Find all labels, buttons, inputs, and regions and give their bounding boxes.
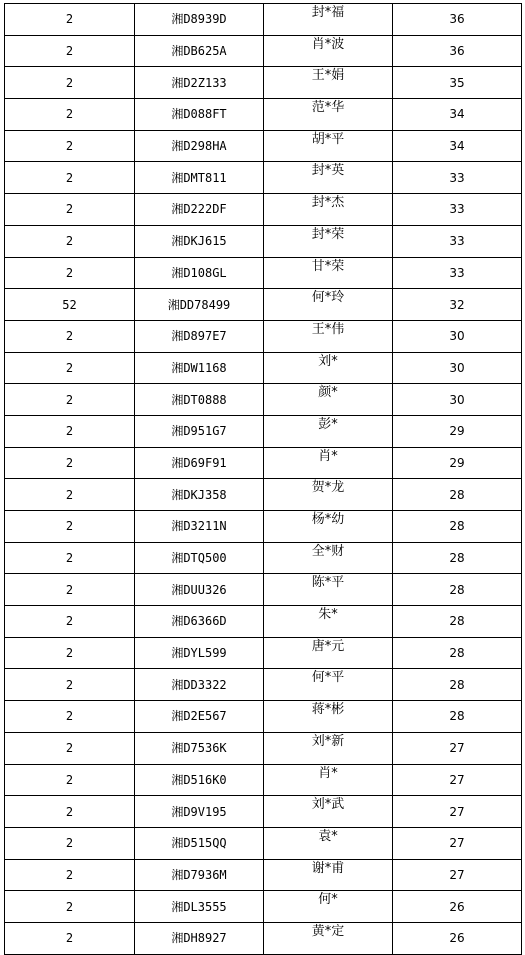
code-cell: 2: [5, 669, 135, 701]
plate-number-cell: 湘D69F91: [135, 447, 264, 479]
score-cell: 34: [393, 99, 522, 131]
code-cell: 2: [5, 479, 135, 511]
table-row: [5, 732, 522, 764]
code-cell: 2: [5, 352, 135, 384]
score-cell: 28: [393, 479, 522, 511]
score-cell: 33: [393, 225, 522, 257]
owner-name-cell: 刘*武: [264, 796, 393, 828]
score-cell: 28: [393, 542, 522, 574]
code-cell: 2: [5, 637, 135, 669]
score-cell: 26: [393, 922, 522, 954]
code-cell: 2: [5, 764, 135, 796]
score-cell: 28: [393, 701, 522, 733]
score-cell: 33: [393, 194, 522, 226]
table-row: [5, 352, 522, 384]
table-row: [5, 859, 522, 891]
code-cell: 2: [5, 732, 135, 764]
table-row: [5, 194, 522, 226]
code-cell: 2: [5, 4, 135, 36]
owner-name-cell: 蒋*彬: [264, 701, 393, 733]
table-row: [5, 99, 522, 131]
owner-name-cell: 黄*定: [264, 922, 393, 954]
owner-name-cell: 何*平: [264, 669, 393, 701]
table-row: [5, 130, 522, 162]
owner-name-cell: 刘*: [264, 352, 393, 384]
code-cell: 2: [5, 542, 135, 574]
plate-number-cell: 湘D8939D: [135, 4, 264, 36]
owner-name-cell: 陈*平: [264, 574, 393, 606]
plate-number-cell: 湘D516K0: [135, 764, 264, 796]
plate-number-cell: 湘D108GL: [135, 257, 264, 289]
code-cell: 2: [5, 796, 135, 828]
table-row: [5, 701, 522, 733]
code-cell: 2: [5, 384, 135, 416]
code-cell: 2: [5, 891, 135, 923]
plate-number-cell: 湘DKJ358: [135, 479, 264, 511]
score-cell: 30: [393, 384, 522, 416]
table-row: [5, 891, 522, 923]
owner-name-cell: 封*杰: [264, 194, 393, 226]
code-cell: 2: [5, 35, 135, 67]
owner-name-cell: 全*财: [264, 542, 393, 574]
score-cell: 36: [393, 35, 522, 67]
plate-number-cell: 湘DT0888: [135, 384, 264, 416]
plate-number-cell: 湘DUU326: [135, 574, 264, 606]
plate-number-cell: 湘DYL599: [135, 637, 264, 669]
owner-name-cell: 谢*甫: [264, 859, 393, 891]
code-cell: 2: [5, 415, 135, 447]
table-row: [5, 67, 522, 99]
owner-name-cell: 颜*: [264, 384, 393, 416]
plate-number-cell: 湘DB625A: [135, 35, 264, 67]
code-cell: 2: [5, 511, 135, 543]
table-row: [5, 384, 522, 416]
table-row: [5, 289, 522, 321]
score-cell: 34: [393, 130, 522, 162]
owner-name-cell: 胡*平: [264, 130, 393, 162]
code-cell: 2: [5, 827, 135, 859]
owner-name-cell: 贺*龙: [264, 479, 393, 511]
plate-number-cell: 湘DH8927: [135, 922, 264, 954]
score-cell: 26: [393, 891, 522, 923]
plate-number-cell: 湘D3211N: [135, 511, 264, 543]
table-row: [5, 827, 522, 859]
score-cell: 28: [393, 511, 522, 543]
code-cell: 2: [5, 320, 135, 352]
score-cell: 27: [393, 827, 522, 859]
score-cell: 35: [393, 67, 522, 99]
score-cell: 27: [393, 732, 522, 764]
code-cell: 2: [5, 701, 135, 733]
code-cell: 2: [5, 130, 135, 162]
table-body: [5, 4, 522, 955]
table-row: [5, 669, 522, 701]
plate-number-cell: 湘DTQ500: [135, 542, 264, 574]
score-cell: 27: [393, 764, 522, 796]
table-row: [5, 320, 522, 352]
table-row: [5, 4, 522, 36]
plate-number-cell: 湘DD78499: [135, 289, 264, 321]
code-cell: 2: [5, 859, 135, 891]
score-cell: 30: [393, 320, 522, 352]
table-row: [5, 257, 522, 289]
owner-name-cell: 范*华: [264, 99, 393, 131]
score-cell: 29: [393, 447, 522, 479]
table-row: [5, 447, 522, 479]
plate-number-cell: 湘D515QQ: [135, 827, 264, 859]
score-cell: 36: [393, 4, 522, 36]
owner-name-cell: 肖*: [264, 447, 393, 479]
score-cell: 32: [393, 289, 522, 321]
plate-number-cell: 湘DW1168: [135, 352, 264, 384]
table-row: [5, 606, 522, 638]
plate-number-cell: 湘D951G7: [135, 415, 264, 447]
code-cell: 2: [5, 225, 135, 257]
code-cell: 52: [5, 289, 135, 321]
score-cell: 27: [393, 796, 522, 828]
table-row: [5, 415, 522, 447]
code-cell: 2: [5, 194, 135, 226]
owner-name-cell: 封*荣: [264, 225, 393, 257]
table-row: [5, 637, 522, 669]
owner-name-cell: 唐*元: [264, 637, 393, 669]
score-cell: 29: [393, 415, 522, 447]
owner-name-cell: 袁*: [264, 827, 393, 859]
owner-name-cell: 封*英: [264, 162, 393, 194]
code-cell: 2: [5, 99, 135, 131]
plate-number-cell: 湘D9V195: [135, 796, 264, 828]
plate-number-cell: 湘D298HA: [135, 130, 264, 162]
code-cell: 2: [5, 67, 135, 99]
plate-number-cell: 湘D6366D: [135, 606, 264, 638]
owner-name-cell: 肖*: [264, 764, 393, 796]
owner-name-cell: 何*: [264, 891, 393, 923]
owner-name-cell: 杨*幼: [264, 511, 393, 543]
owner-name-cell: 肖*波: [264, 35, 393, 67]
data-table: [4, 3, 522, 955]
owner-name-cell: 刘*新: [264, 732, 393, 764]
table-row: [5, 574, 522, 606]
owner-name-cell: 彭*: [264, 415, 393, 447]
table-row: [5, 511, 522, 543]
code-cell: 2: [5, 257, 135, 289]
plate-number-cell: 湘D2E567: [135, 701, 264, 733]
owner-name-cell: 王*娟: [264, 67, 393, 99]
code-cell: 2: [5, 574, 135, 606]
table-row: [5, 764, 522, 796]
plate-number-cell: 湘DMT811: [135, 162, 264, 194]
code-cell: 2: [5, 922, 135, 954]
table-row: [5, 542, 522, 574]
plate-number-cell: 湘DD3322: [135, 669, 264, 701]
plate-number-cell: 湘D088FT: [135, 99, 264, 131]
table-row: [5, 796, 522, 828]
table-row: [5, 225, 522, 257]
score-cell: 28: [393, 637, 522, 669]
plate-number-cell: 湘DKJ615: [135, 225, 264, 257]
plate-number-cell: 湘D2Z133: [135, 67, 264, 99]
owner-name-cell: 封*福: [264, 4, 393, 36]
table-row: [5, 479, 522, 511]
table-row: [5, 162, 522, 194]
code-cell: 2: [5, 606, 135, 638]
score-cell: 28: [393, 606, 522, 638]
plate-number-cell: 湘DL3555: [135, 891, 264, 923]
score-cell: 28: [393, 669, 522, 701]
plate-number-cell: 湘D7536K: [135, 732, 264, 764]
owner-name-cell: 王*伟: [264, 320, 393, 352]
table-row: [5, 35, 522, 67]
code-cell: 2: [5, 447, 135, 479]
owner-name-cell: 何*玲: [264, 289, 393, 321]
score-cell: 30: [393, 352, 522, 384]
score-cell: 33: [393, 257, 522, 289]
score-cell: 28: [393, 574, 522, 606]
plate-number-cell: 湘D222DF: [135, 194, 264, 226]
score-cell: 27: [393, 859, 522, 891]
owner-name-cell: 甘*荣: [264, 257, 393, 289]
plate-number-cell: 湘D7936M: [135, 859, 264, 891]
code-cell: 2: [5, 162, 135, 194]
table-row: [5, 922, 522, 954]
score-cell: 33: [393, 162, 522, 194]
plate-number-cell: 湘D897E7: [135, 320, 264, 352]
owner-name-cell: 朱*: [264, 606, 393, 638]
